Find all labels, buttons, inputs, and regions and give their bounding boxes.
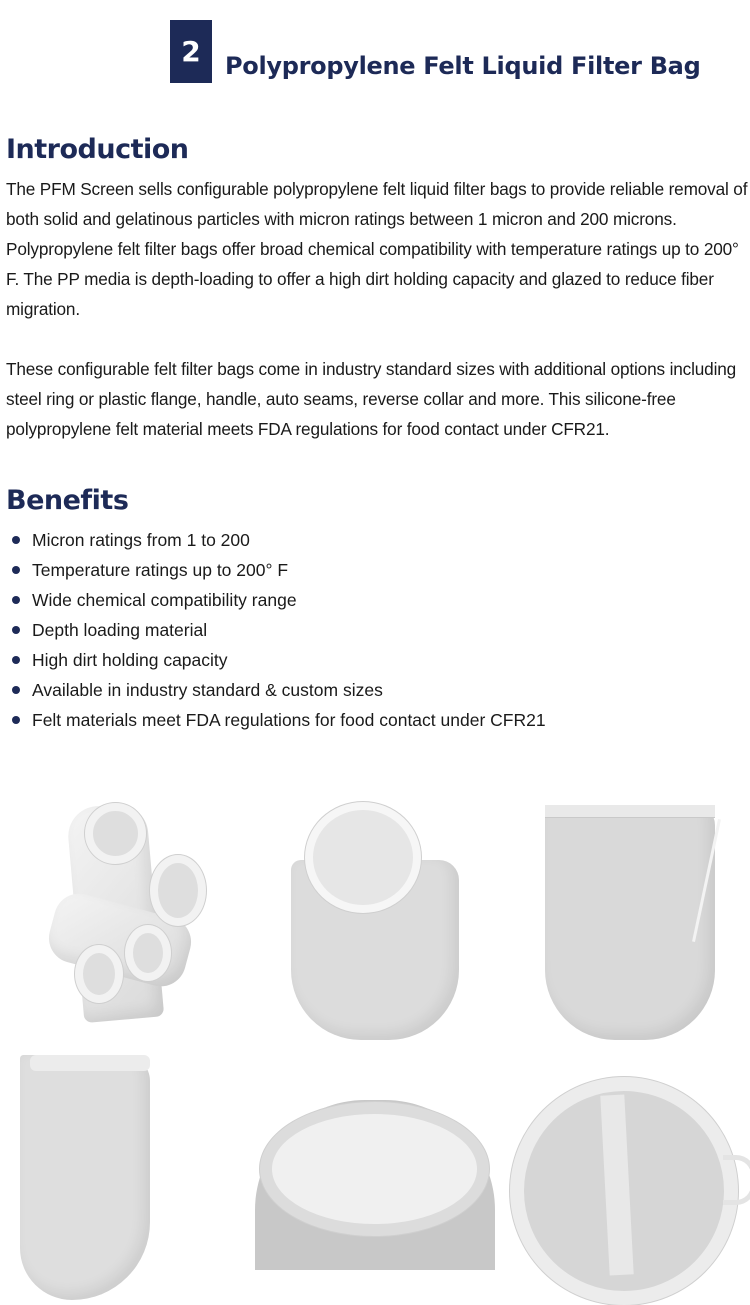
bullet-icon <box>12 596 20 604</box>
product-photo-bag-opening <box>255 1100 495 1270</box>
introduction-heading: Introduction <box>6 134 189 165</box>
benefit-item: Wide chemical compatibility range <box>0 585 546 615</box>
bullet-icon <box>12 536 20 544</box>
benefit-item: High dirt holding capacity <box>0 645 546 675</box>
product-photo-flange-bag <box>285 800 465 1040</box>
benefit-item: Micron ratings from 1 to 200 <box>0 525 546 555</box>
introduction-paragraph-2: These configurable felt filter bags come in industry standard sizes with additional options including steel ring or plastic flange, handle, auto seams, reverse collar and more. This silicone-free polypropylene felt material meets FDA regulations for food contact under CFR21. <box>6 359 737 439</box>
benefit-item: Depth loading material <box>0 615 546 645</box>
bullet-icon <box>12 656 20 664</box>
benefits-list <box>0 525 546 735</box>
product-photo-handle-bag <box>505 1075 750 1295</box>
bullet-icon <box>12 626 20 634</box>
product-photo-ring-bag <box>20 1055 155 1300</box>
page-title: Polypropylene Felt Liquid Filter Bag <box>225 52 701 80</box>
section-number-badge: 2 <box>170 20 212 83</box>
benefit-item: Available in industry standard & custom sizes <box>0 675 546 705</box>
benefit-item: Temperature ratings up to 200° F <box>0 555 546 585</box>
benefits-heading: Benefits <box>6 485 129 516</box>
product-photo-stacked-bags <box>30 795 220 1040</box>
product-photo-drawstring-bag <box>545 800 720 1040</box>
introduction-paragraph-1: The PFM Screen sells configurable polypropylene felt liquid filter bags to provide reliable removal of both solid and gelatinous particles with micron ratings between 1 micron and 200 microns. Polypropylene felt filter bags offer broad chemical compatibility with temperature ratings up to 200° F. The PP media is depth-loading to offer a high dirt holding capacity and glazed to reduce fiber migration. <box>6 179 748 319</box>
bullet-icon <box>12 686 20 694</box>
bullet-icon <box>12 566 20 574</box>
bullet-icon <box>12 716 20 724</box>
benefit-item: Felt materials meet FDA regulations for food contact under CFR21 <box>0 705 546 735</box>
